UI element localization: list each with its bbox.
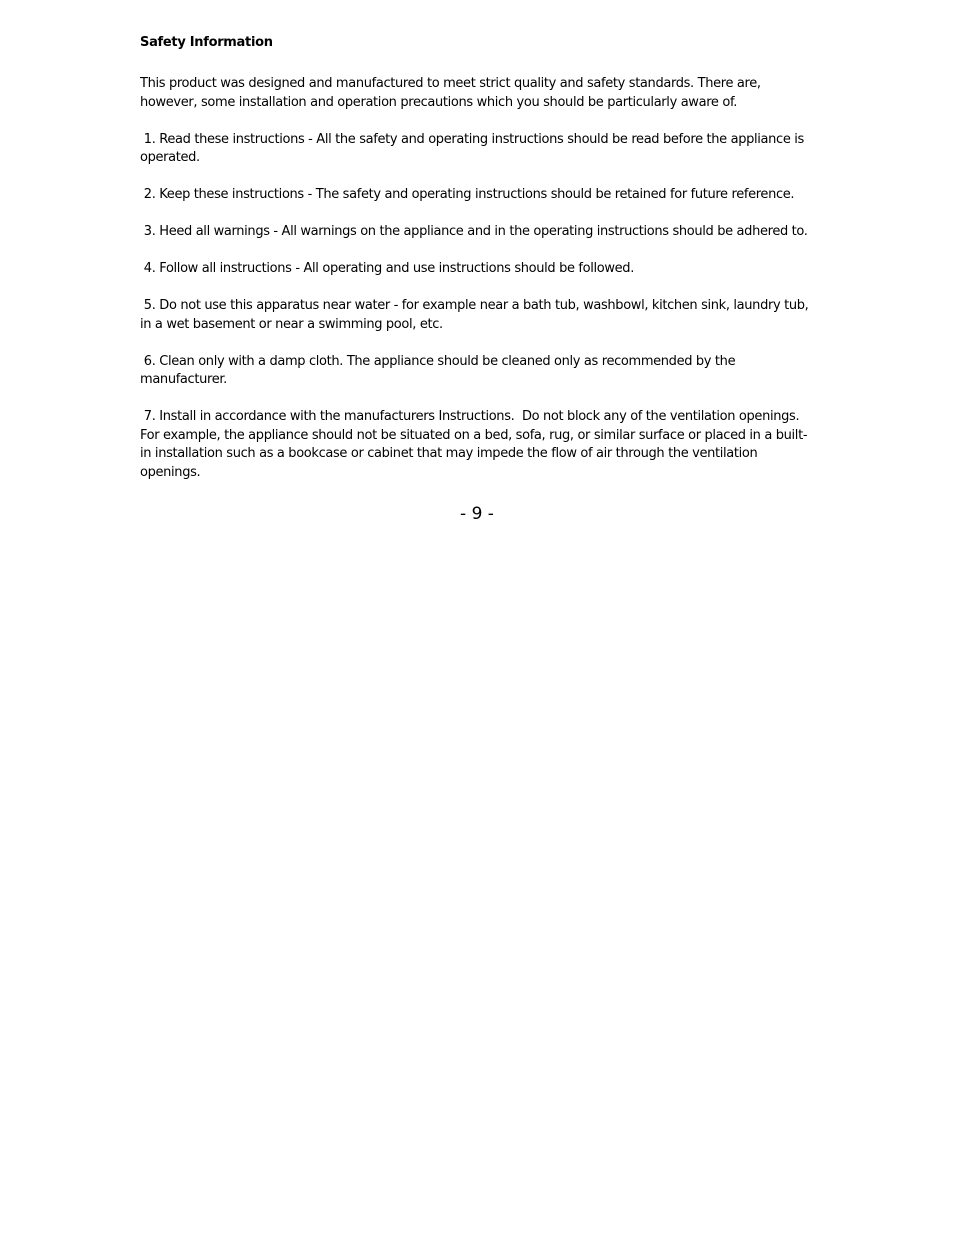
page-number: - 9 - xyxy=(460,504,494,524)
intro-paragraph: This product was designed and manufactured to meet strict quality and safety standards. There are, however, some installation and operation precautions which you should be particularly aware of. xyxy=(140,76,765,110)
safety-item-3: 3. Heed all warnings - All warnings on the appliance and in the operating instructions should be adhered to. xyxy=(140,224,808,239)
safety-item-7: 7. Install in accordance with the manufacturers Instructions. Do not block any of the ventilation openings. For example, the appliance should not be situated on a bed, sofa, rug, or similar surface or placed in a built-in installation such as a bookcase or cabinet that may impede the flow of air through the ventilation openings. xyxy=(140,409,808,480)
safety-item-6: 6. Clean only with a damp cloth. The appliance should be cleaned only as recommended by the manufacturer. xyxy=(140,353,740,387)
document-body xyxy=(140,33,815,501)
safety-item-4: 4. Follow all instructions - All operating and use instructions should be followed. xyxy=(140,261,634,276)
section-heading: Safety Information xyxy=(140,35,273,50)
safety-item-2: 2. Keep these instructions - The safety and operating instructions should be retained for future reference. xyxy=(140,187,795,202)
safety-item-5: 5. Do not use this apparatus near water - for example near a bath tub, washbowl, kitchen sink, laundry tub, in a wet basement or near a swimming pool, etc. xyxy=(140,298,813,332)
safety-item-1: 1. Read these instructions - All the safety and operating instructions should be read before the appliance is operated. xyxy=(140,131,808,165)
